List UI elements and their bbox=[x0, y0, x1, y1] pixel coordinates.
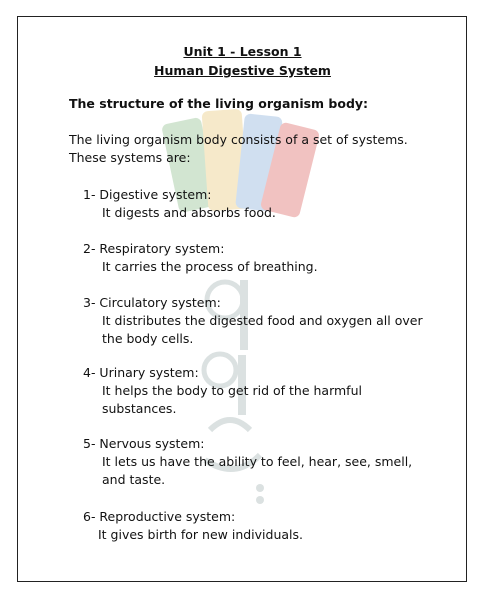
system-desc-urinary: It helps the body to get rid of the harmful substances. bbox=[102, 383, 362, 416]
system-title-circulatory: 3- Circulatory system: bbox=[83, 295, 221, 310]
system-desc-reproductive: It gives birth for new individuals. bbox=[98, 527, 304, 542]
system-desc-digestive: It digests and absorbs food. bbox=[102, 205, 276, 220]
system-desc-nervous: It lets us have the ability to feel, hear, see, smell, and taste. bbox=[102, 454, 413, 487]
section-heading: The structure of the living organism body: bbox=[69, 96, 369, 111]
system-title-nervous: 5- Nervous system: bbox=[83, 436, 205, 451]
unit-lesson-title: Unit 1 - Lesson 1 bbox=[183, 44, 302, 59]
system-desc-circulatory: It distributes the digested food and oxygen all over the body cells. bbox=[102, 313, 423, 346]
system-title-digestive: 1- Digestive system: bbox=[83, 187, 212, 202]
system-desc-respiratory: It carries the process of breathing. bbox=[102, 259, 318, 274]
intro-line-1: The living organism body consists of a set of systems. bbox=[69, 132, 408, 147]
system-title-respiratory: 2- Respiratory system: bbox=[83, 241, 225, 256]
system-title-reproductive: 6- Reproductive system: bbox=[83, 509, 236, 524]
intro-line-2: These systems are: bbox=[69, 150, 191, 165]
system-title-urinary: 4- Urinary system: bbox=[83, 365, 199, 380]
topic-title: Human Digestive System bbox=[154, 63, 331, 78]
